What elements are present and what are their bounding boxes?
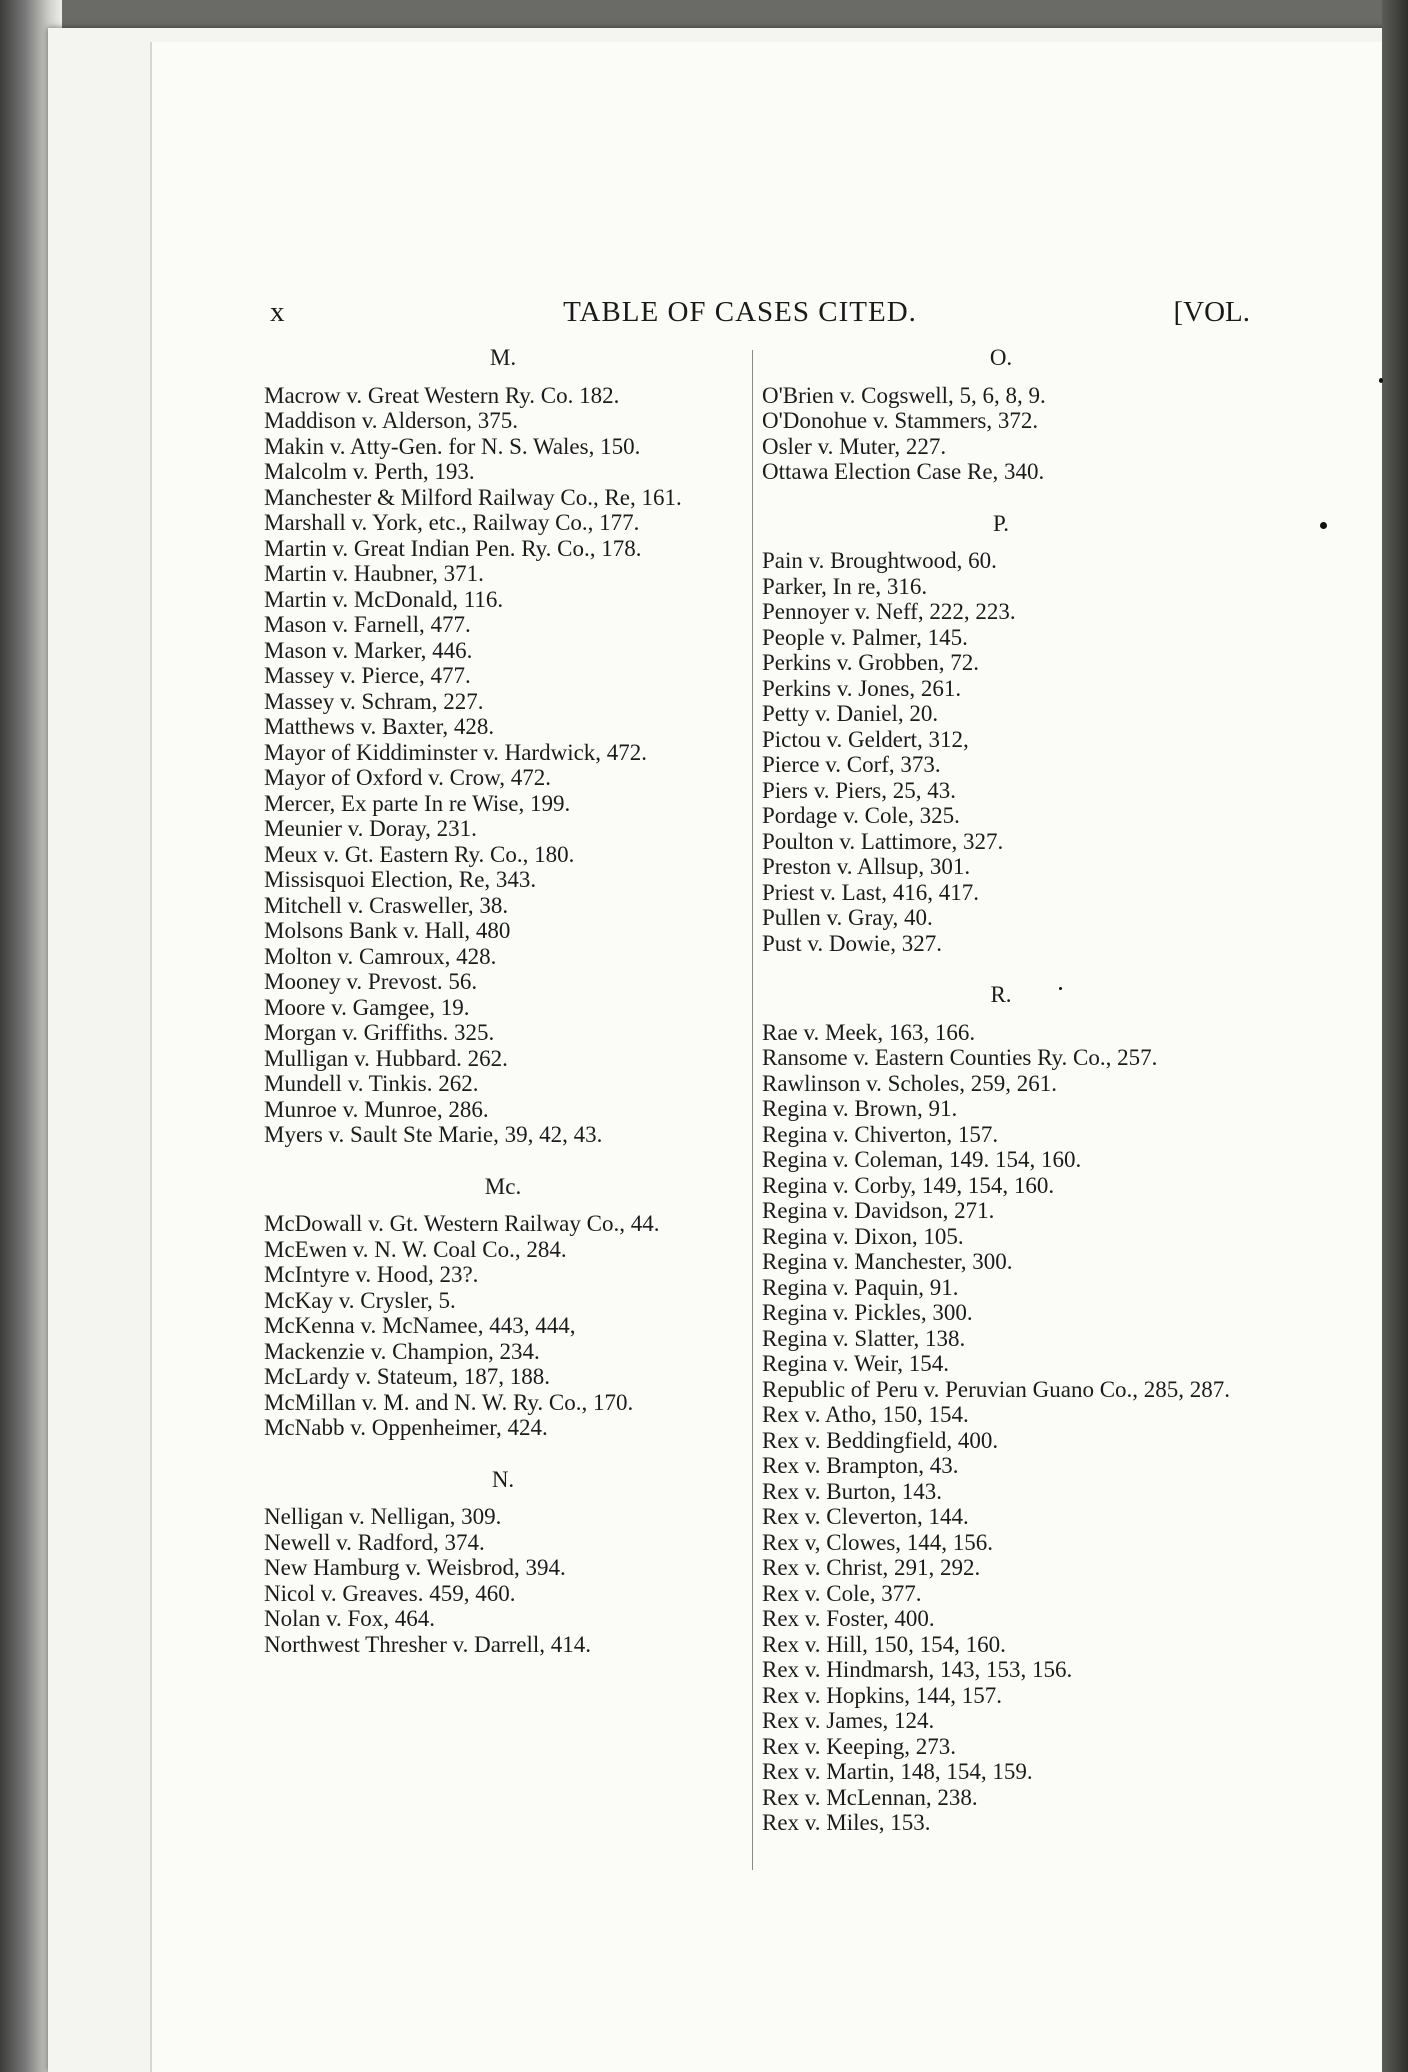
case-entry: Mooney v. Prevost. 56. <box>264 969 478 994</box>
section-heading: R. <box>990 982 1012 1007</box>
case-entry: Rex v. Burton, 143. <box>762 1478 942 1504</box>
page-speck <box>1059 987 1062 990</box>
page-speck <box>1320 522 1327 529</box>
case-entry: Pullen v. Gray, 40. <box>762 905 933 930</box>
page-header <box>270 296 1250 336</box>
case-entry: Pierce v. Corf, 373. <box>762 752 941 777</box>
case-entry: Makin v. Atty-Gen. for N. S. Wales, 150. <box>264 433 641 459</box>
case-entry: Pennoyer v. Neff, 222, 223. <box>762 599 1016 624</box>
case-entry: Rex v. Foster, 400. <box>762 1606 935 1631</box>
section-heading: Mc. <box>484 1173 522 1199</box>
case-entry: Regina v. Brown, 91. <box>762 1096 958 1121</box>
case-entry: Mundell v. Tinkis. 262. <box>264 1071 479 1096</box>
case-entry: Regina v. Corby, 149, 154, 160. <box>762 1172 1055 1198</box>
case-entry: Nolan v. Fox, 464. <box>264 1606 436 1631</box>
case-entry: Maddison v. Alderson, 375. <box>264 408 519 433</box>
case-entry: Piers v. Piers, 25, 43. <box>762 777 957 803</box>
section-heading: P. <box>993 510 1009 536</box>
case-entry: Rex v. Brampton, 43. <box>762 1453 959 1478</box>
case-entry: Massey v. Pierce, 477. <box>264 663 471 688</box>
case-entry: Mercer, Ex parte In re Wise, 199. <box>264 790 571 816</box>
case-entry: McMillan v. M. and N. W. Ry. Co., 170. <box>264 1389 634 1415</box>
case-entry: Ransome v. Eastern Counties Ry. Co., 257. <box>762 1045 1158 1070</box>
case-entry: Rex v. Cole, 377. <box>762 1580 922 1606</box>
case-entry: Massey v. Schram, 227. <box>264 688 484 714</box>
case-entry: McEwen v. N. W. Coal Co., 284. <box>264 1236 567 1262</box>
case-entry: Molsons Bank v. Hall, 480 <box>264 918 511 943</box>
case-entry: Rex v. Cleverton, 144. <box>762 1504 969 1529</box>
case-entry: Mulligan v. Hubbard. 262. <box>264 1045 508 1071</box>
case-entry: Martin v. Great Indian Pen. Ry. Co., 178. <box>264 535 642 561</box>
case-entry: New Hamburg v. Weisbrod, 394. <box>264 1555 566 1580</box>
case-entry: Northwest Thresher v. Darrell, 414. <box>264 1631 592 1657</box>
right-column <box>762 345 1240 1836</box>
case-entry: Regina v. Chiverton, 157. <box>762 1121 999 1147</box>
case-entry: Nelligan v. Nelligan, 309. <box>264 1504 502 1529</box>
case-entry: Nicol v. Greaves. 459, 460. <box>264 1580 516 1606</box>
case-entry: Rex v. Miles, 153. <box>762 1810 931 1835</box>
case-entry: Mayor of Oxford v. Crow, 472. <box>264 765 552 790</box>
case-entry: Rawlinson v. Scholes, 259, 261. <box>762 1070 1057 1096</box>
case-entry: Mason v. Farnell, 477. <box>264 612 471 637</box>
case-entry: Regina v. Weir, 154. <box>762 1351 949 1376</box>
case-entry: Newell v. Radford, 374. <box>264 1529 485 1555</box>
case-entry: Rex v. Hill, 150, 154, 160. <box>762 1631 1006 1657</box>
case-entry: Regina v. Davidson, 271. <box>762 1198 995 1223</box>
case-entry: Perkins v. Grobben, 72. <box>762 650 979 675</box>
page-number: x <box>270 296 285 328</box>
case-entry: Pictou v. Geldert, 312, <box>762 726 969 752</box>
section-heading: N. <box>491 1466 515 1492</box>
case-entry: McIntyre v. Hood, 23?. <box>264 1262 479 1287</box>
case-entry: Rex v. Keeping, 273. <box>762 1733 956 1759</box>
case-entry: McDowall v. Gt. Western Railway Co., 44. <box>264 1211 660 1236</box>
case-entry: Rex v, Clowes, 144, 156. <box>762 1529 994 1555</box>
case-entry: Matthews v. Baxter, 428. <box>264 714 495 739</box>
book-edge-right <box>1382 0 1408 2072</box>
case-entry: Morgan v. Griffiths. 325. <box>264 1020 495 1045</box>
case-entry: Priest v. Last, 416, 417. <box>762 879 979 905</box>
case-entry: Regina v. Coleman, 149. 154, 160. <box>762 1147 1082 1172</box>
case-entry: Moore v. Gamgee, 19. <box>264 994 470 1020</box>
case-entry: Mason v. Marker, 446. <box>264 637 473 663</box>
case-entry: Osler v. Muter, 227. <box>762 433 947 459</box>
case-entry: Missisquoi Election, Re, 343. <box>264 867 537 892</box>
case-entry: O'Brien v. Cogswell, 5, 6, 8, 9. <box>762 382 1046 408</box>
case-entry: Rex v. McLennan, 238. <box>762 1784 978 1810</box>
case-entry: Marshall v. York, etc., Railway Co., 177. <box>264 510 640 535</box>
case-entry: Pust v. Dowie, 327. <box>762 930 942 956</box>
case-entry: Rae v. Meek, 163, 166. <box>762 1019 976 1045</box>
case-entry: Macrow v. Great Western Ry. Co. 182. <box>264 382 620 408</box>
case-entry: Rex v. Martin, 148, 154, 159. <box>762 1759 1033 1784</box>
column-divider <box>752 350 753 1870</box>
case-entry: Regina v. Manchester, 300. <box>762 1249 1013 1274</box>
case-entry: Regina v. Pickles, 300. <box>762 1300 973 1325</box>
case-entry: Rex v. Beddingfield, 400. <box>762 1427 999 1453</box>
case-entry: Parker, In re, 316. <box>762 573 928 599</box>
section-heading: O. <box>989 345 1013 370</box>
case-entry: Rex v. Hindmarsh, 143, 153, 156. <box>762 1657 1073 1682</box>
case-entry: Rex v. Hopkins, 144, 157. <box>762 1682 1003 1708</box>
case-entry: Pordage v. Cole, 325. <box>762 803 960 828</box>
case-entry: Petty v. Daniel, 20. <box>762 701 939 726</box>
case-entry: Regina v. Dixon, 105. <box>762 1223 964 1249</box>
case-entry: People v. Palmer, 145. <box>762 624 968 650</box>
case-entry: Martin v. McDonald, 116. <box>264 586 504 612</box>
case-entry: Manchester & Milford Railway Co., Re, 161. <box>264 484 682 510</box>
case-entry: Mayor of Kiddiminster v. Hardwick, 472. <box>264 739 648 765</box>
case-entry: Molton v. Camroux, 428. <box>264 943 497 969</box>
case-entry: Rex v. Christ, 291, 292. <box>762 1555 981 1580</box>
case-entry: Rex v. Atho, 150, 154. <box>762 1402 969 1427</box>
case-entry: Perkins v. Jones, 261. <box>762 675 962 701</box>
case-entry: Rex v. James, 124. <box>762 1708 935 1733</box>
case-entry: Myers v. Sault Ste Marie, 39, 42, 43. <box>264 1122 603 1147</box>
case-entry: Poulton v. Lattimore, 327. <box>762 828 1004 854</box>
case-entry: O'Donohue v. Stammers, 372. <box>762 408 1039 433</box>
volume-marker: [VOL. <box>1173 296 1250 328</box>
case-entry: McNabb v. Oppenheimer, 424. <box>264 1415 548 1440</box>
case-entry: Mackenzie v. Champion, 234. <box>264 1338 540 1364</box>
case-entry: Ottawa Election Case Re, 340. <box>762 459 1045 484</box>
case-entry: Martin v. Haubner, 371. <box>264 561 484 586</box>
page-title: TABLE OF CASES CITED. <box>563 296 917 328</box>
case-entry: Meunier v. Doray, 231. <box>264 816 477 841</box>
case-entry: Preston v. Allsup, 301. <box>762 854 971 879</box>
left-column <box>264 345 742 1657</box>
case-entry: Pain v. Broughtwood, 60. <box>762 548 997 573</box>
case-entry: McLardy v. Stateum, 187, 188. <box>264 1364 550 1389</box>
case-entry: Mitchell v. Crasweller, 38. <box>264 892 509 918</box>
case-entry: Munroe v. Munroe, 286. <box>264 1096 489 1122</box>
case-entry: McKay v. Crysler, 5. <box>264 1287 456 1313</box>
case-entry: Regina v. Paquin, 91. <box>762 1274 959 1300</box>
case-entry: McKenna v. McNamee, 443, 444, <box>264 1313 576 1338</box>
section-heading: M. <box>489 345 517 370</box>
case-entry: Malcolm v. Perth, 193. <box>264 459 475 484</box>
case-entry: Meux v. Gt. Eastern Ry. Co., 180. <box>264 841 575 867</box>
case-entry: Regina v. Slatter, 138. <box>762 1325 966 1351</box>
page-speck <box>1379 378 1383 383</box>
case-entry: Republic of Peru v. Peruvian Guano Co., 285, 287. <box>762 1376 1231 1402</box>
